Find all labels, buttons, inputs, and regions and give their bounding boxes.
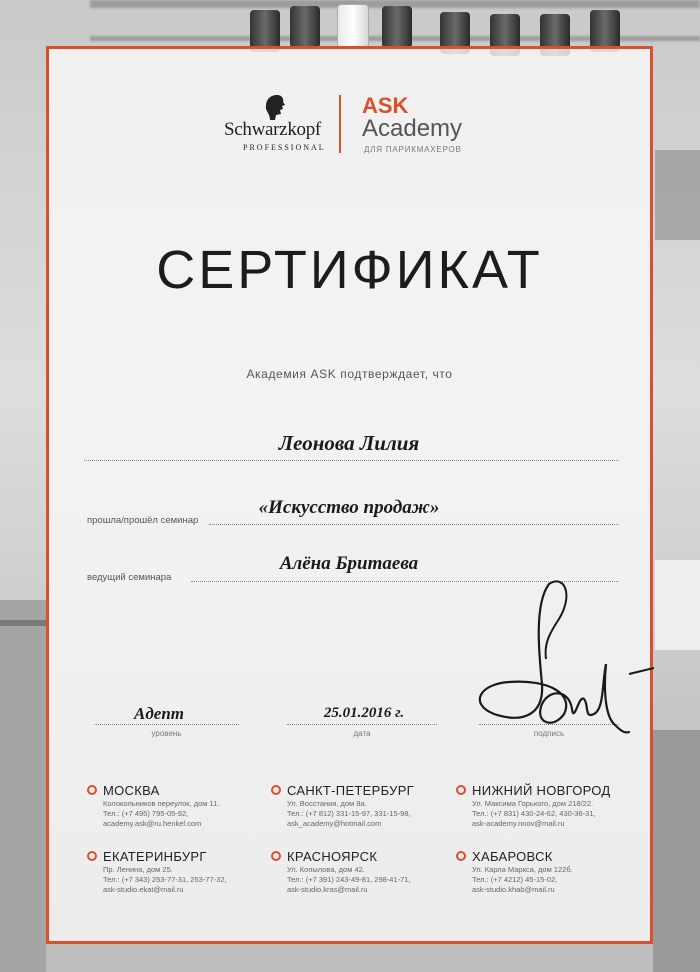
host-label: ведущий семинара [87,572,172,583]
date-value: 25.01.2016 г. [323,705,405,721]
city-info: Колокольников переулок, дом 11. Тел.: (+7 495) 795-05-92, academy.ask@ru.henkel.com [103,799,220,828]
level-value: Адепт [134,704,184,723]
ask-wordmark: ASK [362,93,409,118]
academy-subtitle: ДЛЯ ПАРИКМАХЕРОВ [364,145,462,154]
date-line [287,724,437,725]
circle-icon [271,785,281,795]
city-info: Ул. Копылова, дом 42. Тел.: (+7 391) 243-49-81, 298-41-71, ask-studio.kras@mail.ru [287,865,411,894]
city-name: МОСКВА [103,783,160,798]
seminar-line [209,524,619,525]
certificate-title: СЕРТИФИКАТ [156,240,543,300]
date-caption: дата [353,729,371,738]
city-info: Ул. Восстания, дом 8а. Тел.: (+7 812) 331-15-97, 331-15-98, ask_academy@hotmail.com [287,799,411,828]
city-name: ЕКАТЕРИНБУРГ [103,849,207,864]
city-info: Ул. Максима Горького, дом 218/22. Тел.: (+7 831) 430-24-62, 430-36-31, ask-academy.nnov@mail.ru [472,799,596,828]
host-name: Алёна Бритаева [279,553,419,574]
city-info: Ул. Карла Маркса, дом 122б. Тел.: (+7 4212) 45-15-02, ask-studio.khab@mail.ru [472,865,573,894]
seminar-label: прошла/прошёл семинар [87,515,199,526]
circle-icon [456,851,466,861]
professional-wordmark: PROFESSIONAL [243,143,326,152]
confirm-text: Академия ASK подтверждает, что [246,367,453,381]
signature-caption: подпись [533,729,565,738]
city-name: НИЖНИЙ НОВГОРОД [472,783,611,798]
level-line [94,724,239,725]
circle-icon [87,851,97,861]
recipient-line [84,460,619,461]
city-info: Пр. Ленина, дом 25. Тел.: (+7 343) 253-77-31, 253-77-32, ask-studio.ekat@mail.ru [103,865,227,894]
signature-scribble [454,564,654,764]
circle-icon [87,785,97,795]
city-name: САНКТ-ПЕТЕРБУРГ [287,783,415,798]
logo-block [49,93,650,165]
certificate [46,46,653,944]
circle-icon [456,785,466,795]
seminar-name: «Искусство продаж» [258,497,440,518]
level-caption: уровень [151,729,182,738]
logo-divider [339,95,341,153]
schwarzkopf-wordmark: Schwarzkopf [224,119,321,140]
schwarzkopf-head-icon [261,93,287,121]
academy-wordmark: Academy [362,115,463,142]
city-name: КРАСНОЯРСК [287,849,378,864]
recipient-name: Леонова Лилия [278,431,420,455]
city-name: ХАБАРОВСК [472,849,553,864]
circle-icon [271,851,281,861]
